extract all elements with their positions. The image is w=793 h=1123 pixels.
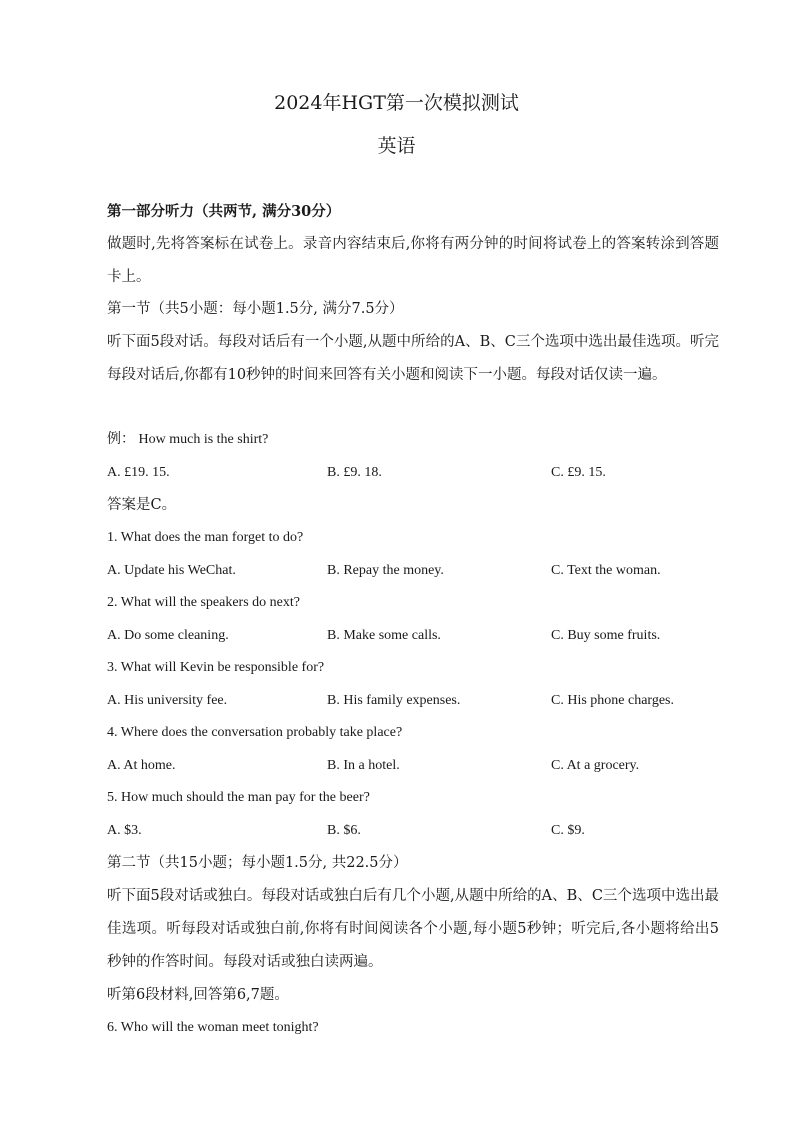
- q4-option-c: C. At a grocery.: [551, 758, 640, 773]
- q5-option-a: A. $3.: [107, 823, 142, 838]
- example-option-b: B. £9. 18.: [327, 465, 382, 480]
- part1-instruction-text: 做题时,先将答案标在试卷上。录音内容结束后,你将有两分钟的时间将试卷上的答案转涂到答题卡上。: [107, 236, 719, 285]
- q1-option-a: A. Update his WeChat.: [107, 563, 236, 578]
- q5-option-c: C. $9.: [551, 823, 585, 838]
- q2-option-a: A. Do some cleaning.: [107, 628, 229, 643]
- question-1: 1. What does the man forget to do?: [107, 530, 304, 545]
- question-6: 6. Who will the woman meet tonight?: [107, 1020, 319, 1035]
- q4-option-b: B. In a hotel.: [327, 758, 400, 773]
- question-3: 3. What will Kevin be responsible for?: [107, 660, 325, 675]
- exam-title: 2024年HGT第一次模拟测试: [274, 92, 519, 114]
- section2-instruction-text: 听下面5段对话或独白。每段对话或独白后有几个小题,从题中所给的A、B、C三个选项中选出最佳选项。听每段对话或独白前,你将有时间阅读各个小题,每小题5秒钟；听完后,各小题将给出5秒钟的作答时间。每段对话或独白读两遍。: [107, 888, 719, 970]
- material6-label: 听第6段材料,回答第6,7题。: [107, 987, 289, 1003]
- section2-instruction: [107, 880, 719, 979]
- q4-option-a: A. At home.: [107, 758, 176, 773]
- example-question: 例： How much is the shirt?: [107, 432, 269, 447]
- exam-subject: 英语: [377, 135, 416, 157]
- section1-heading: 第一节（共5小题：每小题1.5分, 满分7.5分）: [107, 301, 404, 317]
- question-2: 2. What will the speakers do next?: [107, 595, 300, 610]
- q5-option-b: B. $6.: [327, 823, 361, 838]
- section1-instruction: [107, 326, 719, 392]
- example-answer: 答案是C。: [107, 497, 177, 513]
- section1-instruction-text: 听下面5段对话。每段对话后有一个小题,从题中所给的A、B、C三个选项中选出最佳选项。听完每段对话后,你都有10秒钟的时间来回答有关小题和阅读下一小题。每段对话仅读一遍。: [107, 334, 719, 383]
- question-4: 4. Where does the conversation probably take place?: [107, 725, 403, 740]
- q3-option-a: A. His university fee.: [107, 693, 228, 708]
- q1-option-b: B. Repay the money.: [327, 563, 444, 578]
- section2-heading: 第二节（共15小题；每小题1.5分, 共22.5分）: [107, 855, 408, 871]
- q2-option-b: B. Make some calls.: [327, 628, 441, 643]
- q3-option-b: B. His family expenses.: [327, 693, 461, 708]
- example-option-a: A. £19. 15.: [107, 465, 170, 480]
- question-5: 5. How much should the man pay for the beer?: [107, 790, 370, 805]
- q3-option-c: C. His phone charges.: [551, 693, 674, 708]
- part1-heading: 第一部分听力（共两节, 满分30分）: [107, 203, 341, 220]
- part1-instruction: [107, 228, 719, 294]
- q1-option-c: C. Text the woman.: [551, 563, 661, 578]
- example-option-c: C. £9. 15.: [551, 465, 606, 480]
- q2-option-c: C. Buy some fruits.: [551, 628, 661, 643]
